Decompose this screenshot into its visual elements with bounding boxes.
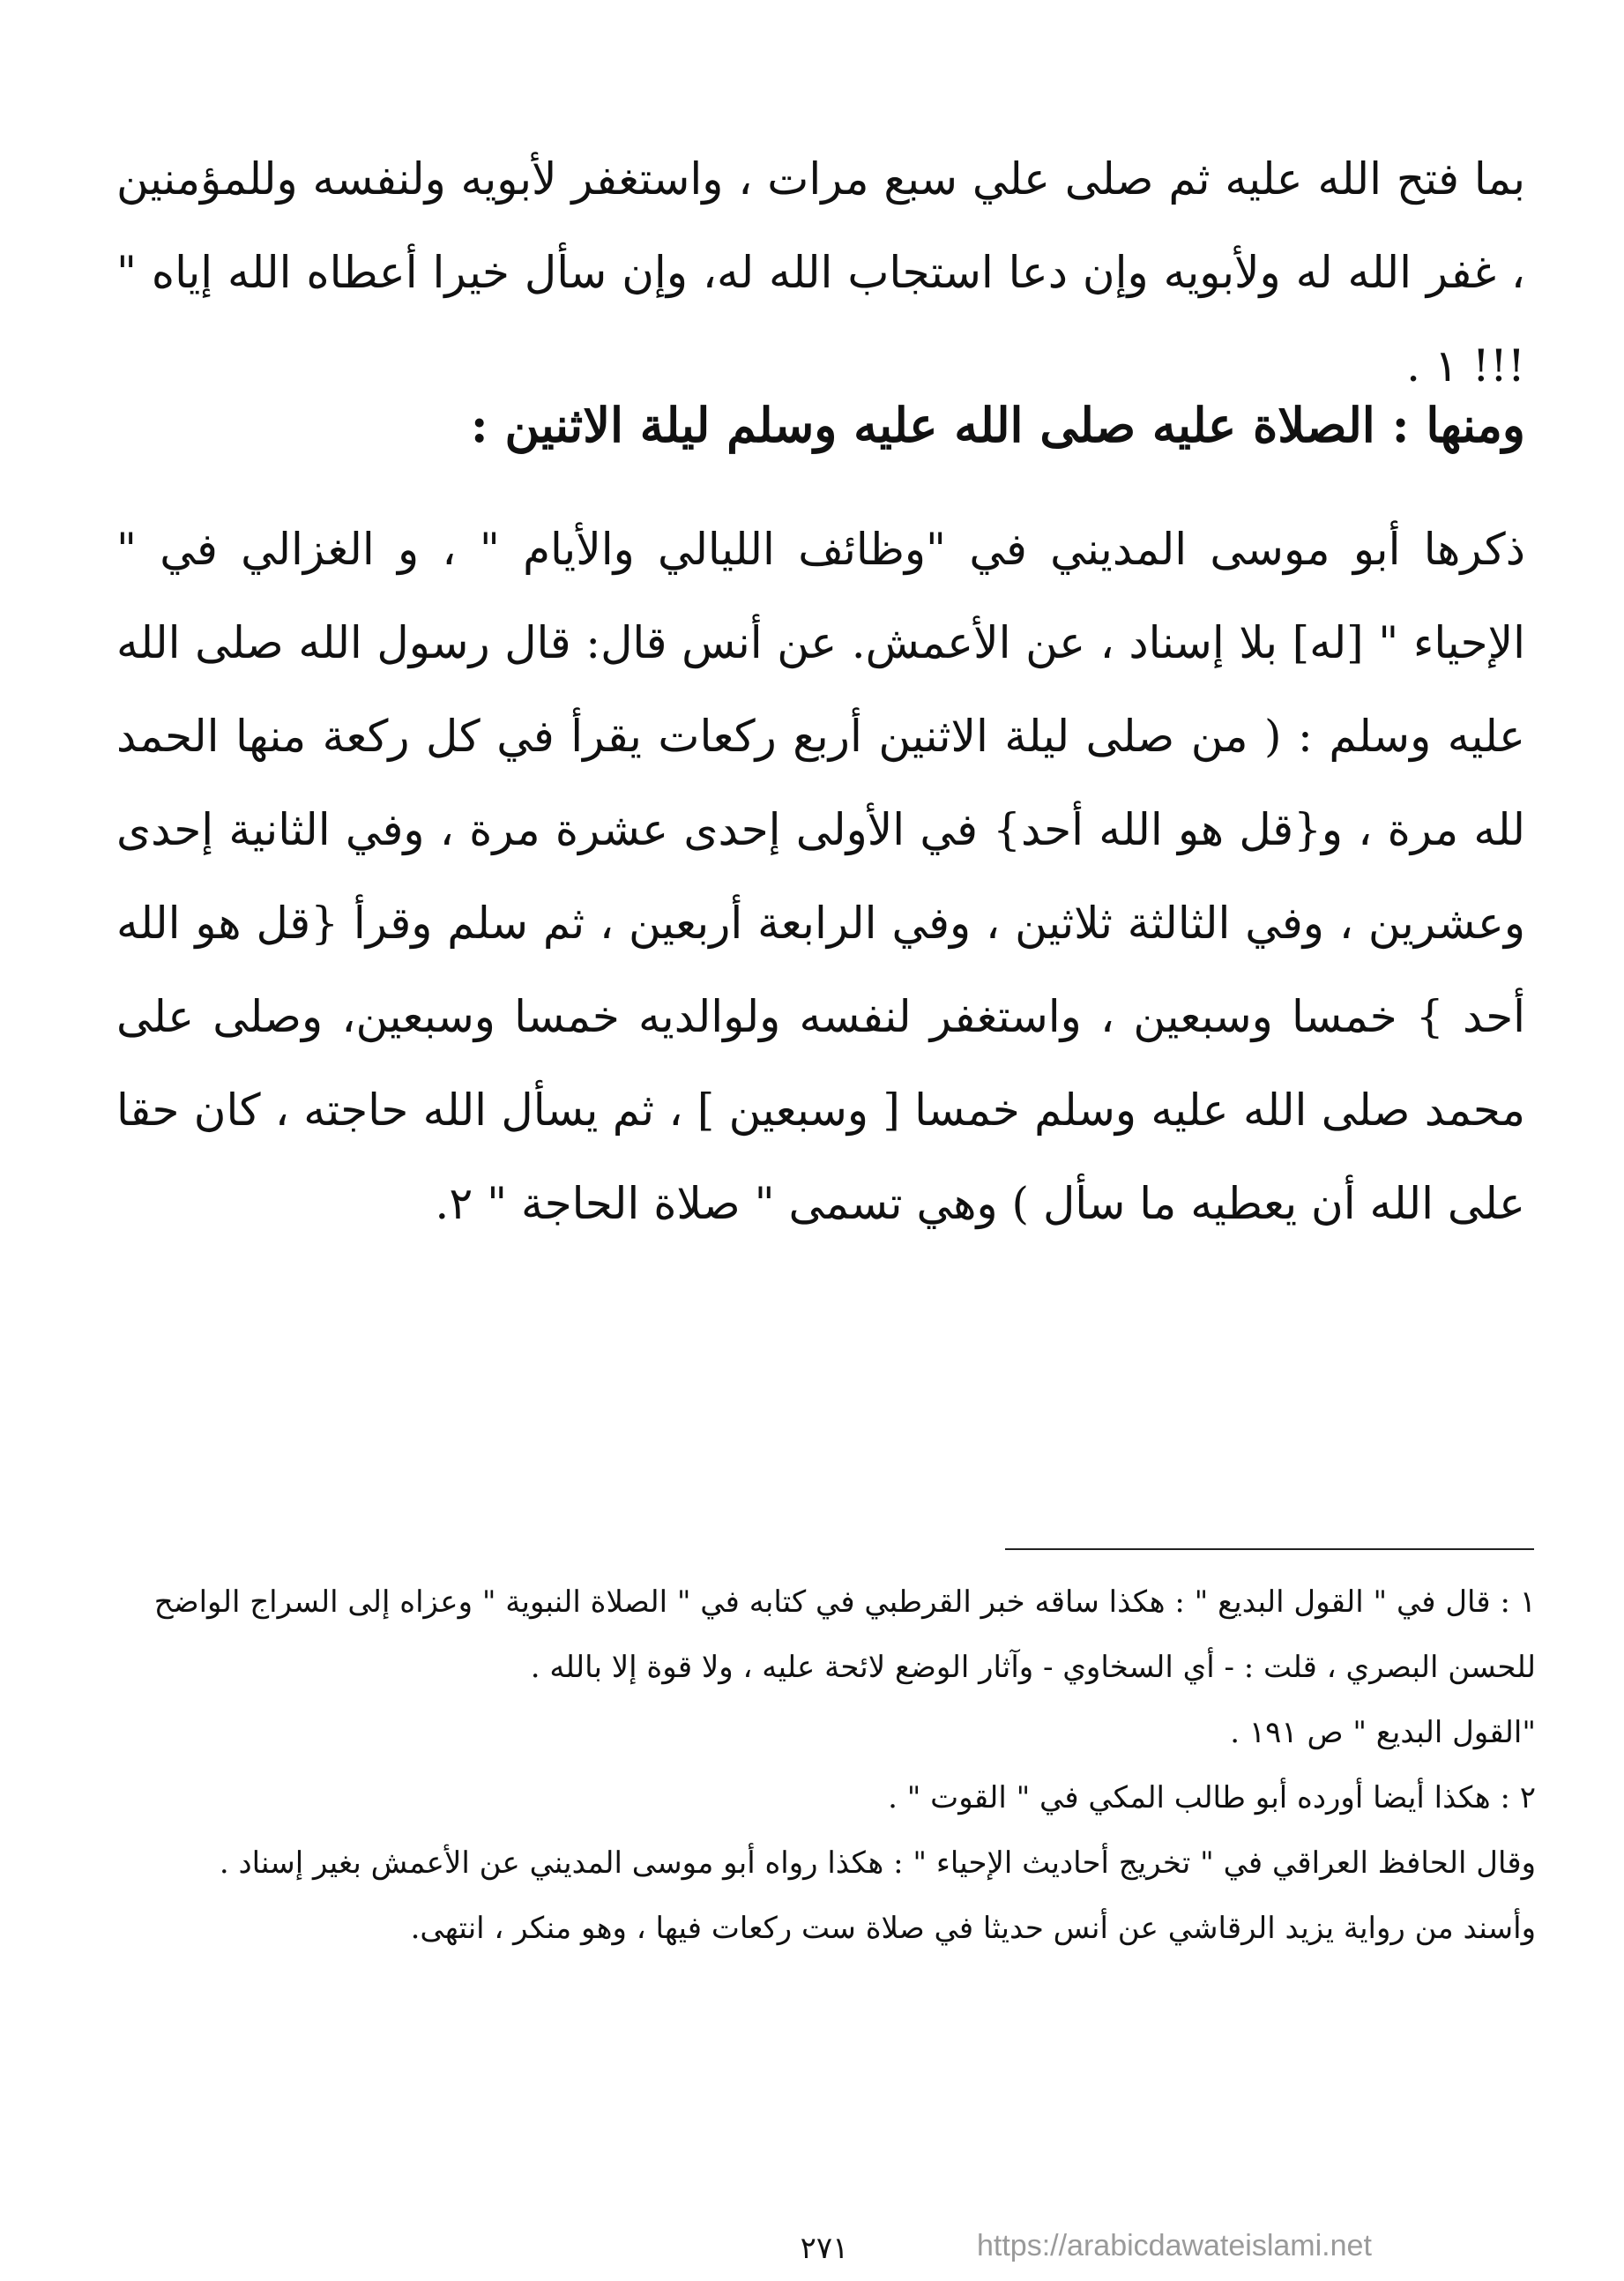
footnote-2-riqashi: وأسند من رواية يزيد الرقاشي عن أنس حديثا في صلاة ست ركعات فيها ، وهو منكر ، انتهى. xyxy=(410,1911,1536,1946)
footnote-2-iraqi: وقال الحافظ العراقي في " تخريج أحاديث الإحياء " : هكذا رواه أبو موسى المديني عن الأعمش بغير إسناد . xyxy=(219,1845,1536,1881)
intro-paragraph: بما فتح الله عليه ثم صلى علي سبع مرات ، واستغفر لأبويه ولنفسه وللمؤمنين ، غفر الله له ولأبويه وإن دعا استجاب الله له، وإن سأل خيرا أعطاه الله إياه " !!! ١ . xyxy=(116,153,1525,391)
footnote-divider xyxy=(1005,1548,1534,1550)
footnotes-section xyxy=(132,1569,1536,1961)
footnote-1-source: "القول البديع " ص ١٩١ . xyxy=(1230,1715,1536,1750)
footnote-2: ٢ : هكذا أيضا أورده أبو طالب المكي في " القوت " . xyxy=(888,1780,1536,1815)
body-paragraph: ذكرها أبو موسى المديني في "وظائف الليالي والأيام " ، و الغزالي في " الإحياء " [له] بلا إسناد ، عن الأعمش. عن أنس قال: قال رسول الله صلى الله عليه وسلم : ( من صلى ليلة الاثنين أربع ركعات يقرأ في كل ركعة منها الحمد لله مرة ، و{قل هو الله أحد} في الأولى إحدى عشرة مرة ، وفي الثانية إحدى وعشرين ، وفي الثالثة ثلاثين ، وفي الرابعة أربعين ، ثم سلم وقرأ {قل هو الله أحد } خمسا وسبعين ، واستغفر لنفسه ولوالديه خمسا وسبعين، وصلى على محمد صلى الله عليه وسلم خمسا [ وسبعين ] ، ثم يسأل الله حاجته ، كان حقا على الله أن يعطيه ما سأل ) وهي تسمى " صلاة الحاجة " ٢. xyxy=(116,524,1525,1229)
watermark-url: https://arabicdawateislami.net xyxy=(977,2229,1372,2262)
page-number: ٢٧١ xyxy=(800,2231,849,2266)
section-heading: ومنها : الصلاة عليه صلى الله عليه وسلم ليلة الاثنين : xyxy=(470,397,1525,453)
footnote-1: ١ : قال في " القول البديع " : هكذا ساقه خبر القرطبي في كتابه في " الصلاة النبوية " وعزاه إلى السراج الواضح للحسن البصري ، قلت : - أي السخاوي - وآثار الوضع لائحة عليه ، ولا قوة إلا بالله . xyxy=(153,1584,1536,1685)
